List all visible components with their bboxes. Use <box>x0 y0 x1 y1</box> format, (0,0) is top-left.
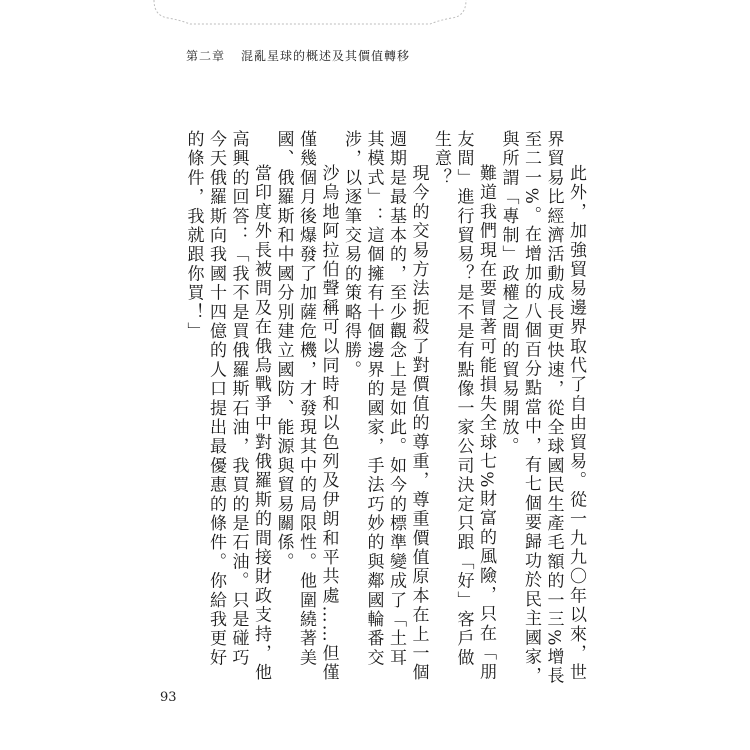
paragraph: 現今的交易方法扼殺了對價值的尊重，尊重價值原本在上一個週期是最基本的，至少觀念上是如此。如今的標準變成了「土耳其模式」：這個擁有十個邊界的國家，手法巧妙的與鄰國輪番交涉，以逐筆交易的策略得勝。 <box>341 130 429 683</box>
paragraph: 沙烏地阿拉伯聲稱可以同時和以色列及伊朗和平共處……但僅僅幾個月後爆發了加薩危機，才發現其中的局限性。他圍繞著美國、俄羅斯和中國分別建立國防、能源與貿易關係。 <box>273 130 339 683</box>
paragraph: 此外，加強貿易邊界取代了自由貿易。從一九九〇年以來，世界貿易比經濟活動成長更快速，從全球國民生產毛額的一三%增長至二一%。在增加的八個百分點當中，有七個要歸功於民主國家，與所謂「專制」政權之間的貿易開放。 <box>498 130 586 686</box>
paragraph: 當印度外長被問及在俄烏戰爭中對俄羅斯的間接財政支持，他高興的回答：「我不是買俄羅斯石油，我買的是石油。只是碰巧今天俄羅斯向我國十四億的人口提出最優惠的條件。你給我更好的條件，我就跟你買！」 <box>183 130 271 683</box>
decorative-frame-ornament <box>150 0 470 32</box>
vertical-body-text <box>183 130 587 686</box>
page-number: 93 <box>160 690 177 705</box>
chapter-title: 混亂星球的概述及其價值轉移 <box>241 49 411 63</box>
running-header <box>186 47 410 64</box>
chapter-label: 第二章 <box>186 49 226 63</box>
paragraph: 難道我們現在要冒著可能損失全球七%財富的風險，只在「朋友間」進行貿易？是不是有點像一家公司決定只跟「好」客戶做生意？ <box>431 130 496 682</box>
